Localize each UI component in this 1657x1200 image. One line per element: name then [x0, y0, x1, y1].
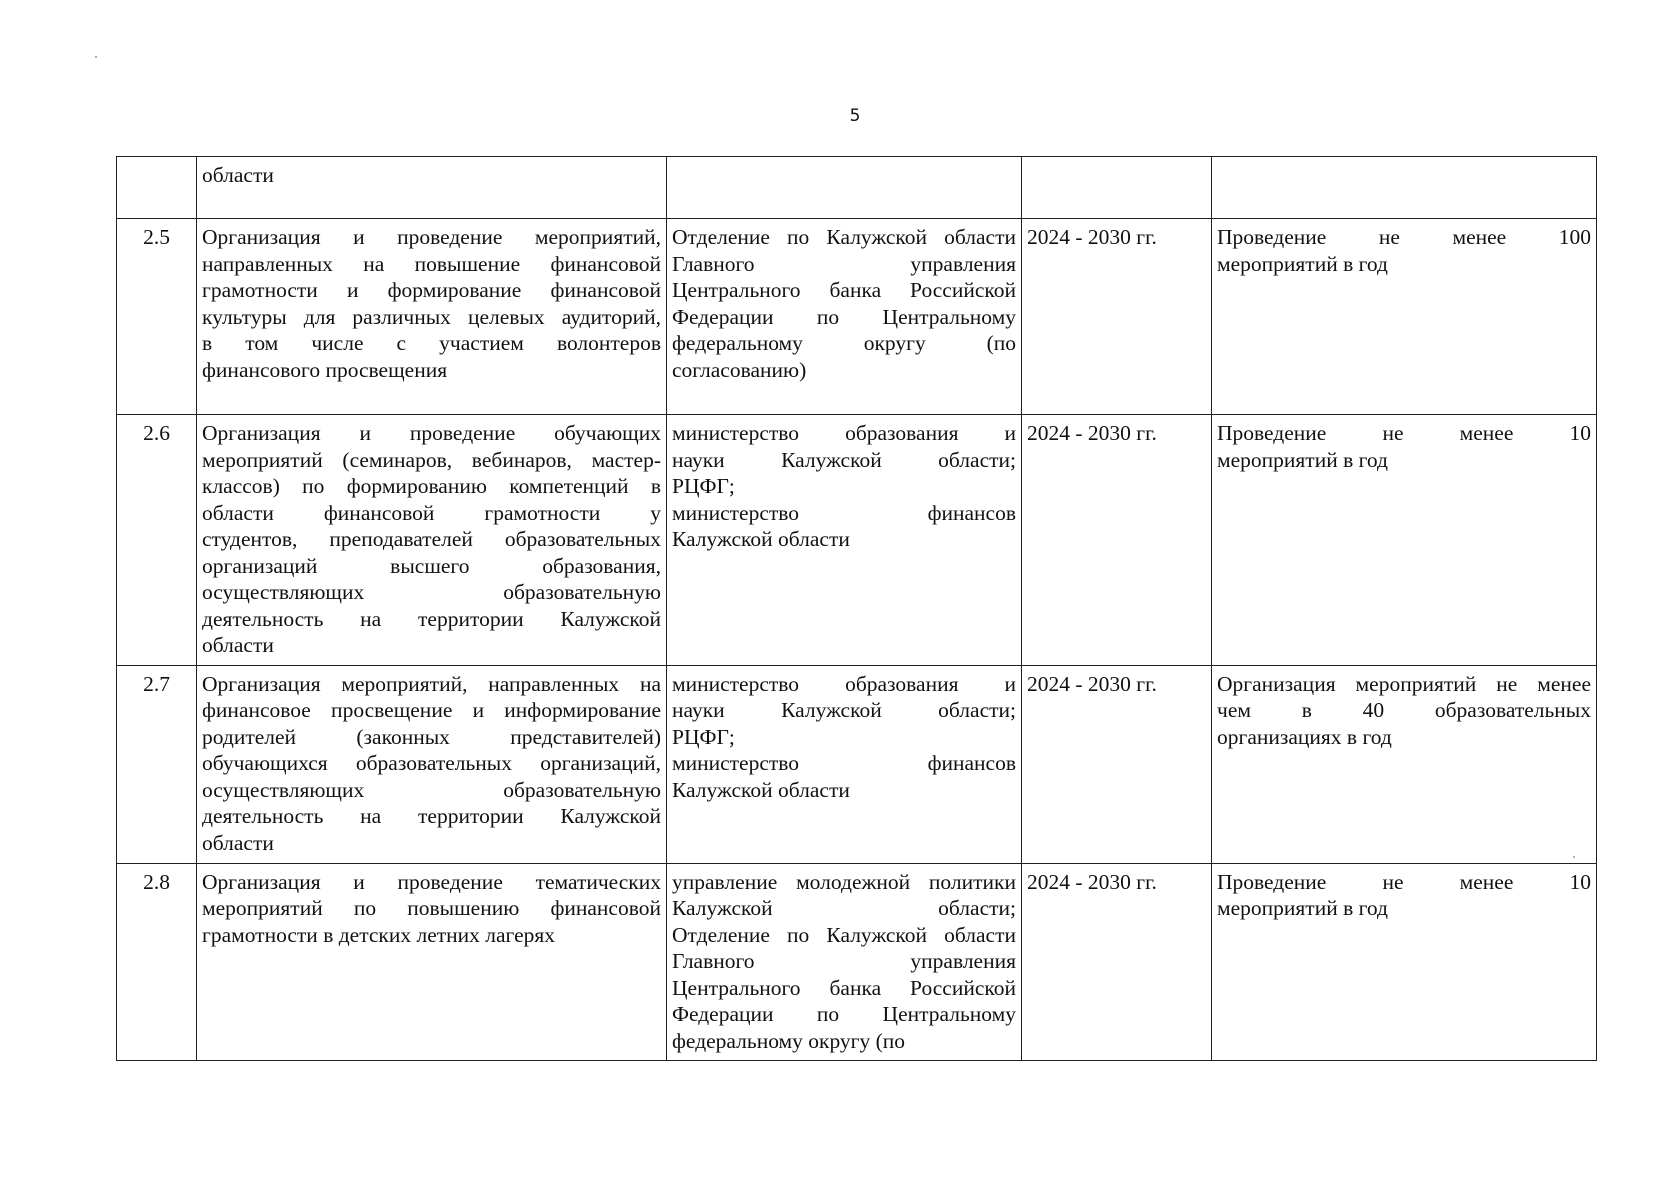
event-description-line: мероприятий (семинаров, вебинаров, мастер- — [202, 447, 661, 472]
event-description-line: области — [202, 830, 274, 855]
responsible-party-line: Калужской области; — [672, 896, 1016, 920]
event-description-line: финансовое просвещение и информирование — [202, 698, 661, 722]
event-description — [197, 863, 667, 1061]
responsible-party-line: министерство образования и — [672, 421, 1016, 445]
table-row — [117, 665, 1597, 863]
table-row — [117, 219, 1597, 415]
event-description-line: направленных на повышение финансовой — [202, 251, 661, 276]
table-row — [117, 415, 1597, 666]
responsible-party-line: Центрального банка Российской — [672, 278, 1016, 302]
responsible-party — [667, 863, 1022, 1061]
event-description-line: области финансовой грамотности у — [202, 500, 661, 525]
table-row — [117, 157, 1597, 219]
item-number: 2.6 — [117, 415, 197, 666]
event-description-line: культуры для различных целевых аудиторий, — [202, 304, 661, 329]
expected-result-line: мероприятий в год — [1217, 896, 1388, 920]
event-description-line: грамотности и формирование финансовой — [202, 278, 661, 302]
responsible-party-line: министерство образования и — [672, 671, 1016, 696]
period: 2024 - 2030 гг. — [1022, 415, 1212, 666]
expected-result — [1212, 157, 1597, 219]
expected-result — [1212, 415, 1597, 666]
responsible-party-line: РЦФГ; — [672, 474, 735, 498]
expected-result — [1212, 863, 1597, 1061]
event-description-line: грамотности в детских летних лагерях — [202, 922, 556, 947]
event-description-line: области — [202, 163, 274, 187]
responsible-party — [667, 157, 1022, 219]
item-number: 2.5 — [117, 219, 197, 415]
expected-result-line: Проведение не менее 100 — [1217, 225, 1591, 249]
responsible-party-line: федеральному округу (по — [672, 1028, 906, 1053]
item-number — [117, 157, 197, 219]
event-description-line: мероприятий по повышению финансовой — [202, 896, 661, 920]
expected-result-line: мероприятий в год — [1217, 251, 1388, 276]
event-description-line: Организация и проведение обучающих — [202, 421, 661, 445]
expected-result-line: Организация мероприятий не менее — [1217, 671, 1591, 696]
event-description-line: финансового просвещения — [202, 357, 448, 382]
expected-result-line: чем в 40 образовательных — [1217, 698, 1591, 722]
event-description-line: обучающихся образовательных организаций, — [202, 751, 661, 775]
event-description-line: классов) по формированию компетенций в — [202, 474, 661, 498]
event-description-line: в том числе с участием волонтеров — [202, 331, 661, 355]
responsible-party-line: Отделение по Калужской области — [672, 225, 1016, 249]
scan-speck — [1573, 856, 1575, 858]
responsible-party-line: Центрального банка Российской — [672, 975, 1016, 1000]
event-description-line: осуществляющих образовательную — [202, 580, 661, 604]
scan-speck — [95, 56, 97, 58]
expected-result-line: мероприятий в год — [1217, 447, 1388, 472]
item-number: 2.8 — [117, 863, 197, 1061]
responsible-party — [667, 665, 1022, 863]
event-description — [197, 219, 667, 415]
responsible-party — [667, 415, 1022, 666]
expected-result-line: организациях в год — [1217, 724, 1392, 749]
responsible-party-line: науки Калужской области; — [672, 698, 1016, 722]
item-number: 2.7 — [117, 665, 197, 863]
expected-result — [1212, 665, 1597, 863]
responsible-party-line: Отделение по Калужской области — [672, 922, 1016, 947]
page-number: 5 — [849, 106, 861, 126]
period: 2024 - 2030 гг. — [1022, 665, 1212, 863]
event-description — [197, 665, 667, 863]
event-description-line: области — [202, 633, 274, 657]
responsible-party-line: Главного управления — [672, 949, 1016, 973]
event-description — [197, 157, 667, 219]
event-description-line: деятельность на территории Калужской — [202, 804, 661, 828]
expected-result-line: Проведение не менее 10 — [1217, 421, 1591, 445]
responsible-party-line: министерство финансов — [672, 751, 1016, 775]
event-description — [197, 415, 667, 666]
event-description-line: родителей (законных представителей) — [202, 724, 661, 749]
period: 2024 - 2030 гг. — [1022, 219, 1212, 415]
responsible-party-line: министерство финансов — [672, 500, 1016, 525]
responsible-party-line: Калужской области — [672, 777, 850, 802]
responsible-party-line: согласованию) — [672, 357, 807, 382]
responsible-party-line: Федерации по Центральному — [672, 304, 1016, 329]
responsible-party-line: управление молодежной политики — [672, 869, 1016, 894]
responsible-party-line: науки Калужской области; — [672, 447, 1016, 472]
event-description-line: Организация и проведение тематических — [202, 869, 661, 894]
measures-table — [116, 156, 1597, 1061]
expected-result — [1212, 219, 1597, 415]
expected-result-line: Проведение не менее 10 — [1217, 869, 1591, 894]
responsible-party-line: федеральному округу (по — [672, 331, 1016, 355]
responsible-party-line: Калужской области — [672, 527, 850, 551]
event-description-line: Организация мероприятий, направленных на — [202, 671, 661, 696]
event-description-line: студентов, преподавателей образовательных — [202, 527, 661, 551]
event-description-line: деятельность на территории Калужской — [202, 606, 661, 631]
responsible-party-line: Главного управления — [672, 251, 1016, 276]
responsible-party-line: РЦФГ; — [672, 724, 735, 749]
table-row — [117, 863, 1597, 1061]
event-description-line: Организация и проведение мероприятий, — [202, 225, 661, 249]
responsible-party — [667, 219, 1022, 415]
period: 2024 - 2030 гг. — [1022, 863, 1212, 1061]
event-description-line: организаций высшего образования, — [202, 553, 661, 578]
responsible-party-line: Федерации по Центральному — [672, 1002, 1016, 1026]
period — [1022, 157, 1212, 219]
event-description-line: осуществляющих образовательную — [202, 777, 661, 802]
